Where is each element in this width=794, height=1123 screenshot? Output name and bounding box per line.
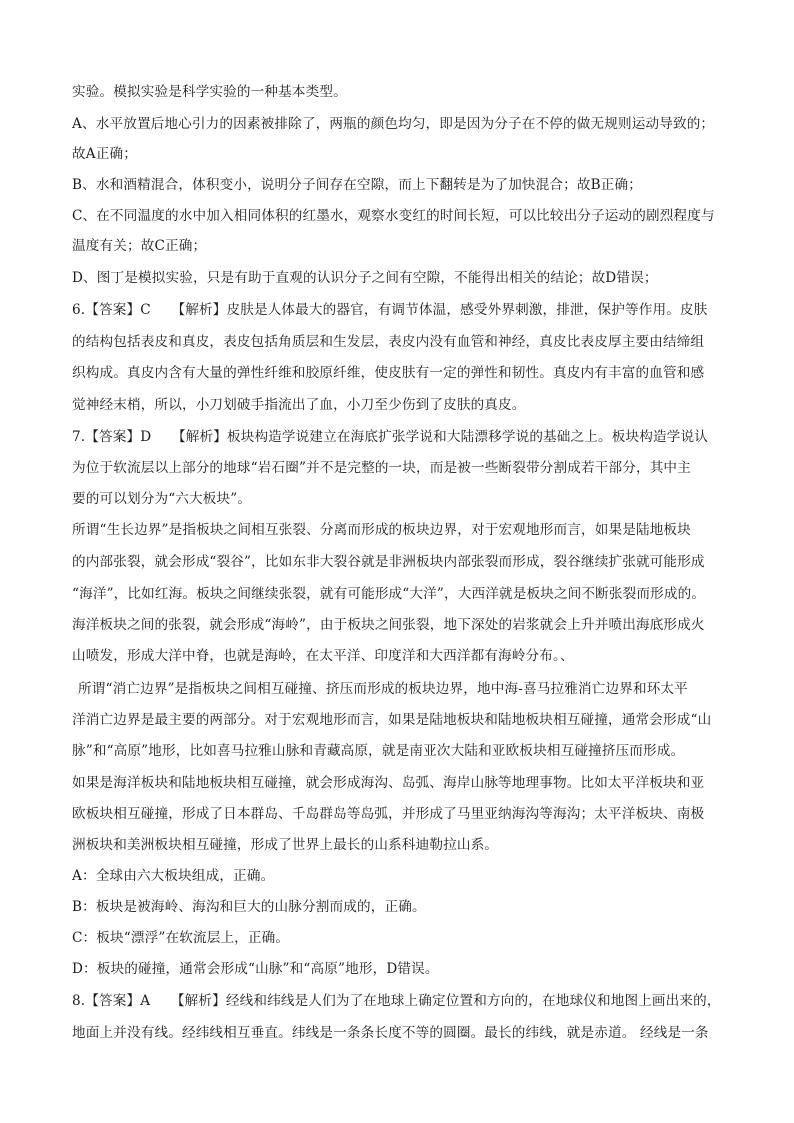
- text-line: 为位于软流层以上部分的地球“岩石圈”并不是完整的一块，而是被一些断裂带分割成若干部分，其中主: [72, 460, 691, 476]
- text-line: C、在不同温度的水中加入相同体积的红墨水，观察水变红的时间长短，可以比较出分子运动的剧烈程度与: [72, 208, 715, 224]
- text-line: 欧板块相互碰撞，形成了日本群岛、千岛群岛等岛弧，并形成了马里亚纳海沟等海沟；太平洋板块、南极: [72, 806, 705, 822]
- text-line: 实验。模拟实验是科学实验的一种基本类型。: [72, 84, 347, 100]
- text-line: 故A正确；: [72, 146, 137, 162]
- text-line: 所谓“生长边界”是指板块之间相互张裂、分离而形成的板块边界，对于宏观地形而言，如果是陆地板块: [72, 522, 691, 538]
- text-line: A、水平放置后地心引力的因素被排除了，两瓶的颜色均匀，即是因为分子在不停的做无规则运动导致的；: [72, 116, 715, 132]
- text-line: 所谓“消亡边界”是指板块之间相互碰撞、挤压而形成的板块边界，地中海-喜马拉雅消亡边界和环太平: [78, 681, 688, 697]
- text-line: 织构成。真皮内含有大量的弹性纤维和胶原纤维，使皮肤有一定的弹性和韧性。真皮内有丰富的血管和感: [72, 365, 705, 381]
- text-line: 洋消亡边界是最主要的两部分。对于宏观地形而言，如果是陆地板块和陆地板块相互碰撞，通常会形成“山: [72, 712, 712, 728]
- answer-7-line: 7.【答案】D 【解析】板块构造学说建立在海底扩张学说和大陆漂移学说的基础之上。板块构造学说认: [72, 429, 708, 445]
- text-line: 温度有关；故C正确；: [72, 238, 207, 254]
- text-line: 要的可以划分为“六大板块”。: [72, 491, 252, 507]
- option-c-line: C：板块“漂浮”在软流层上，正确。: [72, 930, 290, 946]
- option-d-line: D：板块的碰撞，通常会形成“山脉”和“高原”地形，D错误。: [72, 961, 439, 977]
- text-line: 的结构包括表皮和真皮，表皮包括角质层和生发层，表皮内没有血管和神经，真皮比表皮厚主要由结缔组: [72, 334, 705, 350]
- option-a-line: A：全球由六大板块组成，正确。: [72, 868, 275, 884]
- answer-8-line: 8.【答案】A 【解析】经线和纬线是人们为了在地球上确定位置和方向的，在地球仪和地图上画出来的，: [72, 993, 721, 1009]
- answer-6-line: 6.【答案】C 【解析】皮肤是人体最大的器官，有调节体温，感受外界刺激，排泄，保护等作用。皮肤: [72, 302, 708, 318]
- text-line: D、图丁是模拟实验，只是有助于直观的认识分子之间有空隙，不能得出相关的结论；故D错误；: [72, 270, 658, 286]
- text-line: “海洋”，比如红海。板块之间继续张裂，就有可能形成“大洋”，大西洋就是板块之间不断张裂而形成的。: [72, 586, 706, 602]
- text-line: 觉神经末梢，所以，小刀划破手指流出了血，小刀至少伤到了皮肤的真皮。: [72, 397, 526, 413]
- text-line: 洲板块和美洲板块相互碰撞，形成了世界上最长的山系科迪勒拉山系。: [72, 837, 499, 853]
- text-line: 如果是海洋板块和陆地板块相互碰撞，就会形成海沟、岛弧、海岸山脉等地理事物。比如太平洋板块和亚: [72, 775, 705, 791]
- text-line: 海洋板块之间的张裂，就会形成“海岭”，由于板块之间张裂，地下深处的岩浆就会上升并喷出海底形成火: [72, 617, 705, 633]
- text-line: 脉”和“高原”地形，比如喜马拉雅山脉和青藏高原，就是南亚次大陆和亚欧板块相互碰撞挤压而形成。: [72, 743, 685, 759]
- text-line: B、水和酒精混合，体积变小，说明分子间存在空隙，而上下翻转是为了加快混合；故B正确；: [72, 177, 643, 193]
- text-line: 的内部张裂，就会形成“裂谷”，比如东非大裂谷就是非洲板块内部张裂而形成，裂谷继续扩张就可能形成: [72, 554, 705, 570]
- text-line: 地面上并没有线。经纬线相互垂直。纬线是一条条长度不等的圆圈。最长的纬线，就是赤道。 经线是一条: [72, 1025, 709, 1041]
- text-line: 山喷发，形成大洋中脊，也就是海岭，在太平洋、印度洋和大西洋都有海岭分布。、: [72, 648, 574, 664]
- option-b-line: B：板块是被海岭、海沟和巨大的山脉分割而成的，正确。: [72, 899, 426, 915]
